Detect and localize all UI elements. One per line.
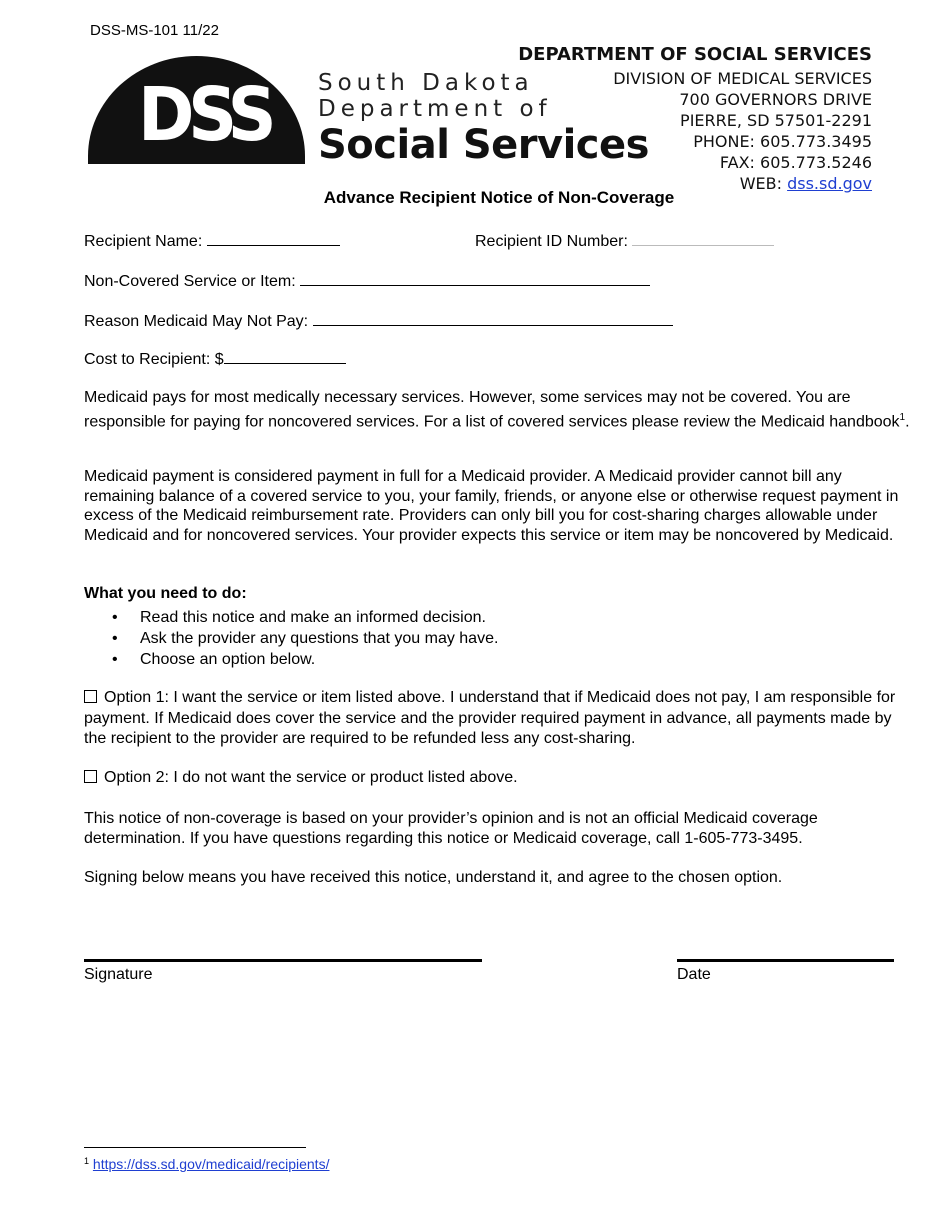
recipient-name-field <box>84 231 340 251</box>
recipient-name-label: Recipient Name: <box>84 233 203 250</box>
cost-field <box>84 349 346 369</box>
agency-web-label: WEB: <box>739 174 788 193</box>
cost-label: Cost to Recipient: $ <box>84 351 224 368</box>
todo-item: • Choose an option below. <box>140 649 914 670</box>
date-label: Date <box>677 966 711 983</box>
form-code: DSS-MS-101 11/22 <box>90 22 219 39</box>
footnote <box>84 1156 329 1172</box>
todo-list <box>84 607 914 670</box>
coverage-paragraph <box>84 388 914 431</box>
logo-social-services-text: Social Services <box>318 122 649 168</box>
signature-label: Signature <box>84 966 153 983</box>
footnote-ref: 1 <box>899 411 906 423</box>
non-covered-field <box>84 271 650 291</box>
option-2 <box>84 768 914 788</box>
logo-initials: DSS <box>138 72 271 158</box>
non-covered-label: Non-Covered Service or Item: <box>84 273 296 290</box>
option-2-checkbox[interactable] <box>84 770 97 783</box>
agency-address-street: 700 GOVERNORS DRIVE <box>679 90 872 109</box>
logo-state-text: South Dakota <box>318 70 534 96</box>
agency-name: DEPARTMENT OF SOCIAL SERVICES <box>518 44 872 65</box>
recipient-id-label: Recipient ID Number: <box>475 233 628 250</box>
signing-paragraph: Signing below means you have received this notice, understand it, and agree to the chosen option. <box>84 869 783 886</box>
option-1-text: Option 1: I want the service or item listed above. I understand that if Medicaid does not pay, I am responsible for payment. If Medicaid does cover the service and the provider required payment in advance, all payments made by the recipient to the provider are required to be refunded less any cost-sharing. <box>84 689 896 747</box>
agency-address-block <box>518 42 872 194</box>
cost-input[interactable] <box>224 349 346 364</box>
non-covered-input[interactable] <box>300 271 650 286</box>
coverage-period: . <box>905 412 910 430</box>
option-2-text: Option 2: I do not want the service or product listed above. <box>104 769 518 786</box>
option-1-checkbox[interactable] <box>84 690 97 703</box>
footnote-divider <box>84 1147 306 1148</box>
date-line[interactable] <box>677 959 894 962</box>
reason-label: Reason Medicaid May Not Pay: <box>84 313 309 330</box>
reason-field <box>84 311 673 331</box>
signature-line[interactable] <box>84 959 482 962</box>
payment-paragraph: Medicaid payment is considered payment in full for a Medicaid provider. A Medicaid provider cannot bill any remaining balance of a covered service to you, your family, friends, or anyone else or otherwise request payment in excess of the Medicaid reimbursement rate. Providers can only bill you for cost-sharing charges allowable under Medicaid and for noncovered services. Your provider expects this service or item may be noncovered by Medicaid. <box>84 468 899 544</box>
footnote-link[interactable]: https://dss.sd.gov/medicaid/recipients/ <box>92 1156 330 1172</box>
recipient-id-field <box>475 231 774 251</box>
agency-address-city: PIERRE, SD 57501-2291 <box>680 111 872 130</box>
recipient-id-input[interactable] <box>632 231 774 246</box>
document-title: Advance Recipient Notice of Non-Coverage <box>323 188 675 207</box>
agency-phone: PHONE: 605.773.3495 <box>693 132 872 151</box>
logo-department-text: Department of <box>318 96 552 122</box>
agency-division: DIVISION OF MEDICAL SERVICES <box>613 69 872 88</box>
footnote-marker: 1 <box>84 1156 90 1166</box>
todo-item: • Ask the provider any questions that you may have. <box>140 628 914 649</box>
agency-fax: FAX: 605.773.5246 <box>719 153 872 172</box>
todo-section <box>84 584 914 670</box>
option-1 <box>84 688 914 750</box>
todo-heading: What you need to do: <box>84 585 247 602</box>
agency-web-link[interactable]: dss.sd.gov <box>787 174 872 193</box>
recipient-name-input[interactable] <box>207 231 340 246</box>
determination-paragraph: This notice of non-coverage is based on your provider’s opinion and is not an official Medicaid coverage determination. If you have questions regarding this notice or Medicaid coverage, call 1-605-773-3495. <box>84 810 818 847</box>
todo-item: • Read this notice and make an informed decision. <box>140 607 914 628</box>
reason-input[interactable] <box>313 311 673 326</box>
dss-logo <box>88 56 305 164</box>
coverage-text: Medicaid pays for most medically necessary services. However, some services may not be covered. You are responsible for paying for noncovered services. For a list of covered services please review the Medicaid handbook <box>84 389 900 430</box>
